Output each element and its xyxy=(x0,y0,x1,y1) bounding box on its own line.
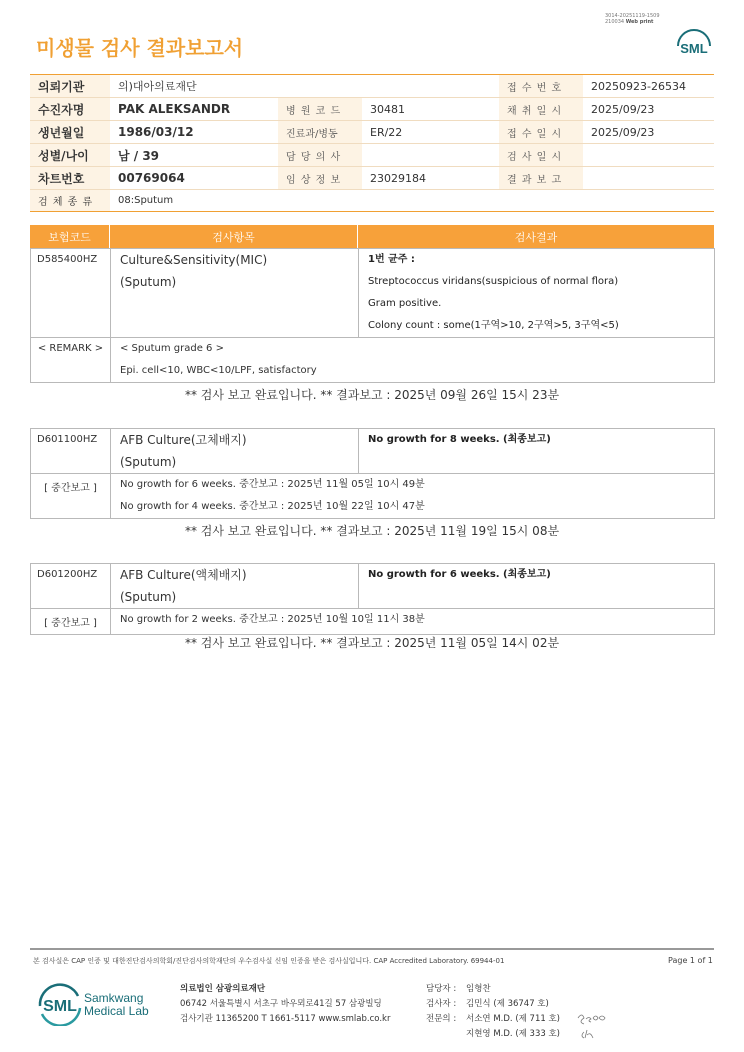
info-row xyxy=(30,75,714,98)
sml-logo-text: SML xyxy=(680,41,708,56)
info-label: 성별/나이 xyxy=(30,144,110,167)
info-value: 20250923-26534 xyxy=(583,75,714,98)
info-value: 08:Sputum xyxy=(110,190,714,212)
test-interim-row xyxy=(31,474,714,518)
info-label: 임 상 정 보 xyxy=(278,167,362,190)
test-result-line: 1번 균주 : xyxy=(368,254,415,265)
info-value: ER/22 xyxy=(362,121,499,144)
footer-accreditation-note: 본 검사실은 CAP 인증 및 대한진단검사의학회/진단검사의학재단의 우수검사실 신임 인증을 받은 검사실입니다. CAP Accredited Laboratory. 69944-01 xyxy=(33,957,505,965)
interim-line: No growth for 2 weeks. 중간보고 : 2025년 10월 10일 11시 38분 xyxy=(120,614,425,625)
info-value xyxy=(583,167,714,190)
info-row xyxy=(30,144,714,167)
sml-logo-icon xyxy=(674,26,714,60)
test-block xyxy=(30,563,715,635)
info-label: 병 원 코 드 xyxy=(278,98,362,121)
print-code xyxy=(605,13,660,25)
staff-row xyxy=(426,1012,560,1027)
info-row xyxy=(30,190,714,212)
report-complete-line: ** 검사 보고 완료입니다. ** 결과보고 : 2025년 11월 05일 14시 02분 xyxy=(184,636,560,650)
org-name: 의료법인 삼광의료재단 xyxy=(180,984,266,994)
staff-role: 담당자 : xyxy=(426,984,457,994)
test-main-row xyxy=(31,249,714,338)
remark-line: < Sputum grade 6 > xyxy=(120,343,224,354)
info-value xyxy=(362,75,499,98)
org-contact: 검사기관 11365200 T 1661-5117 www.smlab.co.kr xyxy=(180,1014,391,1024)
info-label: 의뢰기관 xyxy=(30,75,110,98)
info-value: 2025/09/23 xyxy=(583,98,714,121)
info-label: 차트번호 xyxy=(30,167,110,190)
interim-line: No growth for 4 weeks. 중간보고 : 2025년 10월 22일 10시 47분 xyxy=(120,501,425,512)
signature-icon xyxy=(574,1010,610,1040)
test-item-line: Culture&Sensitivity(MIC) xyxy=(120,253,268,267)
info-row xyxy=(30,98,714,121)
staff-row xyxy=(426,982,560,997)
staff-name: 김민식 (제 36747 호) xyxy=(466,999,549,1009)
test-result-line: No growth for 8 weeks. (최종보고) xyxy=(368,434,551,445)
print-code-line-1: 3014-20251119-1509 xyxy=(605,13,660,19)
info-label: 채 취 일 시 xyxy=(499,98,583,121)
info-value: 30481 xyxy=(362,98,499,121)
info-label: 담 당 의 사 xyxy=(278,144,362,167)
test-remark-row xyxy=(31,338,714,382)
staff-role: 검사자 : xyxy=(426,999,457,1009)
remark-content xyxy=(111,338,714,382)
print-code-line-2: 210034 xyxy=(605,19,625,25)
report-complete-line: ** 검사 보고 완료입니다. ** 결과보고 : 2025년 09월 26일 15시 23분 xyxy=(184,388,560,402)
test-item-line: (Sputum) xyxy=(120,275,177,289)
test-main-row xyxy=(31,564,714,609)
remark-line: Epi. cell<10, WBC<10/LPF, satisfactory xyxy=(120,365,317,376)
footer-divider xyxy=(30,948,714,950)
info-value: 남 / 39 xyxy=(110,144,278,167)
test-item xyxy=(111,429,359,473)
remark-label: < REMARK > xyxy=(31,338,111,382)
test-result xyxy=(359,249,714,337)
test-result-line: Colony count : some(1구역>10, 2구역>5, 3구역<5) xyxy=(368,320,619,331)
staff-name: 지현영 M.D. (제 333 호) xyxy=(466,1029,561,1039)
test-item xyxy=(111,249,359,337)
info-label: 수진자명 xyxy=(30,98,110,121)
footer-logo-line2: Medical Lab xyxy=(84,1004,149,1018)
info-label: 접 수 번 호 xyxy=(499,75,583,98)
results-header xyxy=(30,225,714,248)
results-header-result: 검사결과 xyxy=(514,230,558,244)
info-value: 1986/03/12 xyxy=(110,121,278,144)
print-mode: Web print xyxy=(625,19,654,25)
test-code: D601200HZ xyxy=(31,564,111,608)
report-complete-line: ** 검사 보고 완료입니다. ** 결과보고 : 2025년 11월 19일 15시 08분 xyxy=(184,524,560,538)
results-header-code: 보험코드 xyxy=(30,225,110,248)
info-label xyxy=(278,75,362,98)
info-value: 00769064 xyxy=(110,167,278,190)
interim-content xyxy=(111,609,714,634)
test-item-line: AFB Culture(액체배지) xyxy=(120,568,247,582)
staff-row xyxy=(426,997,560,1012)
test-code: D585400HZ xyxy=(31,249,111,337)
info-label: 진료과/병동 xyxy=(278,121,362,144)
staff-row xyxy=(426,1027,560,1042)
footer-staff xyxy=(426,982,560,1042)
info-label: 결 과 보 고 xyxy=(499,167,583,190)
info-value: PAK ALEKSANDR xyxy=(110,98,278,121)
test-code: D601100HZ xyxy=(31,429,111,473)
staff-role: 전문의 : xyxy=(426,1014,457,1024)
info-value: 2025/09/23 xyxy=(583,121,714,144)
test-main-row xyxy=(31,429,714,474)
test-result xyxy=(359,564,714,608)
test-result-line: Streptococcus viridans(suspicious of normal flora) xyxy=(368,276,619,287)
interim-content xyxy=(111,474,714,518)
info-label: 접 수 일 시 xyxy=(499,121,583,144)
info-label: 검 사 일 시 xyxy=(499,144,583,167)
test-interim-row xyxy=(31,609,714,634)
info-value xyxy=(583,144,714,167)
footer-logo-mark: SML xyxy=(43,998,77,1015)
test-result xyxy=(359,429,714,473)
test-result-line: Gram positive. xyxy=(368,298,442,309)
staff-name: 임형찬 xyxy=(466,984,491,994)
test-item-line: AFB Culture(고체배지) xyxy=(120,433,247,447)
info-row xyxy=(30,121,714,144)
info-label: 검 체 종 류 xyxy=(30,190,110,212)
footer-logo-line1: Samkwang xyxy=(84,991,144,1005)
staff-name: 서소연 M.D. (제 711 호) xyxy=(466,1014,561,1024)
test-block xyxy=(30,428,715,519)
results-header-item: 검사항목 xyxy=(110,225,358,248)
patient-info-table xyxy=(30,74,714,212)
test-item-line: (Sputum) xyxy=(120,455,177,469)
test-block xyxy=(30,248,715,383)
info-value: 23029184 xyxy=(362,167,499,190)
footer-organization xyxy=(180,982,390,1027)
test-item-line: (Sputum) xyxy=(120,590,177,604)
document-title: 미생물 검사 결과보고서 xyxy=(36,36,244,60)
org-address: 06742 서울특별시 서초구 바우뫼로41길 57 삼광빌딩 xyxy=(180,999,382,1009)
info-value xyxy=(362,144,499,167)
interim-label: [ 중간보고 ] xyxy=(31,474,111,518)
test-item xyxy=(111,564,359,608)
info-label: 생년월일 xyxy=(30,121,110,144)
info-value: 의)대아의료재단 xyxy=(110,75,278,98)
test-result-line: No growth for 6 weeks. (최종보고) xyxy=(368,569,551,580)
interim-label: [ 중간보고 ] xyxy=(31,609,111,634)
samkwang-logo-icon xyxy=(36,982,156,1026)
page-number: Page 1 of 1 xyxy=(668,956,713,965)
info-row xyxy=(30,167,714,190)
interim-line: No growth for 6 weeks. 중간보고 : 2025년 11월 05일 10시 49분 xyxy=(120,479,425,490)
